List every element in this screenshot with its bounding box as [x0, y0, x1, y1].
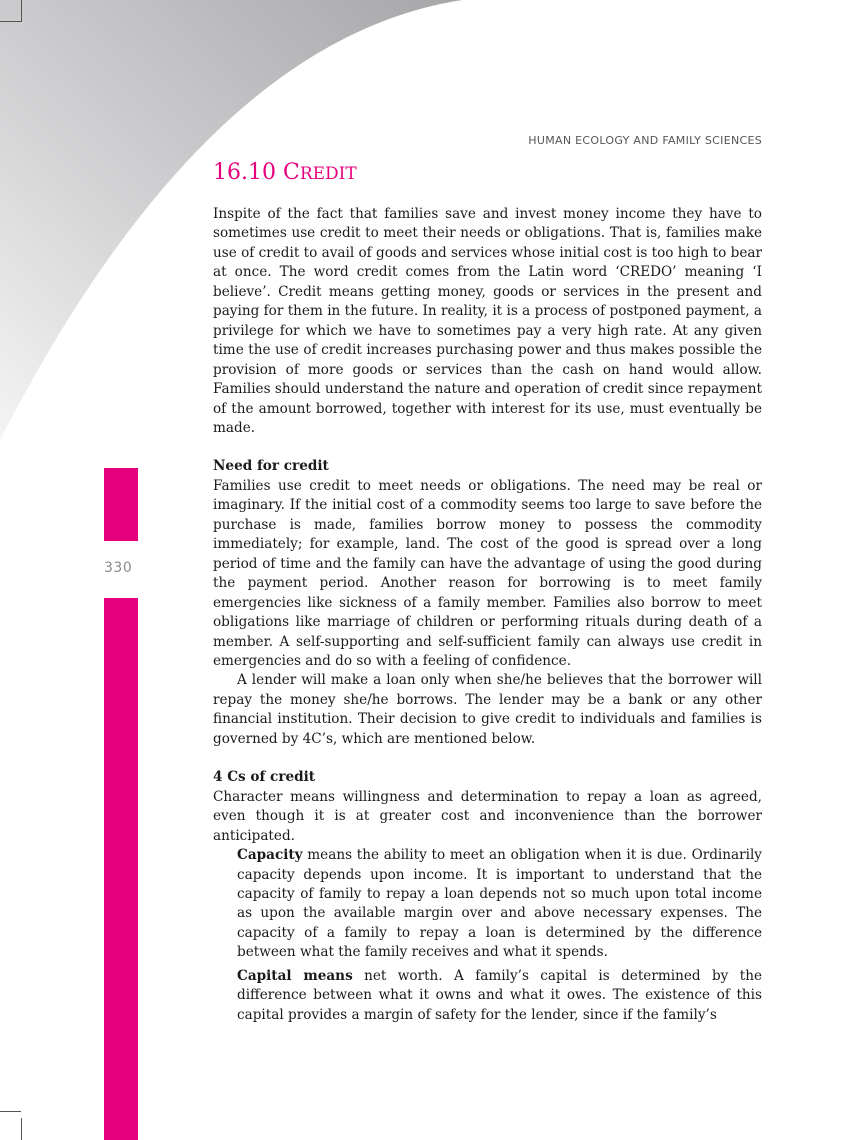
crop-mark-top-left-v	[21, 0, 22, 22]
section-title-rest: REDIT	[299, 164, 357, 184]
section-number: 16.10	[213, 160, 276, 185]
crop-mark-bottom-left-h	[0, 1111, 21, 1112]
capital-term: Capital means	[237, 967, 353, 984]
side-accent-bar-upper	[104, 468, 138, 541]
capacity-paragraph	[237, 846, 762, 963]
body-text	[213, 205, 762, 1025]
crop-mark-bottom-left-v	[21, 1118, 22, 1140]
page-number: 330	[104, 560, 133, 576]
need-paragraph-2: A lender will make a loan only when she/he believes that the borrower will repay the money she/he borrows. The lender may be a bank or any other financial institution. Their decision to give credit to individuals and families is governed by 4C’s, which are mentioned below.	[213, 672, 762, 747]
crop-mark-top-left-h	[0, 21, 21, 22]
section-title-cap: C	[282, 160, 300, 185]
section-title	[213, 160, 357, 185]
capacity-text: means the ability to meet an obligation when it is due. Ordinarily capacity depends upon income. It is important to understand that the capacity of family to repay a loan depends not so much upon total income as upon the available margin over and above necessary expenses. The capacity of a family to repay a loan is determined by the difference between what the family receives and what it spends.	[237, 847, 762, 961]
capital-paragraph	[237, 967, 762, 1025]
four-cs-heading: 4 Cs of credit	[213, 769, 316, 786]
need-paragraph-1: Families use credit to meet needs or obligations. The need may be real or imaginary. If the initial cost of a commodity seems too large to save before the purchase is made, families borrow money to possess the commodity immediately; for example, land. The cost of the good is spread over a long period of time and the family can have the advantage of using the good during the payment period. Another reason for borrowing is to meet family emergencies like sickness of a family member. Families also borrow to meet obligations like marriage of children or performing rituals during death of a member. A self-supporting and self-sufficient family can always use credit in emergencies and do so with a feeling of confidence.	[213, 477, 762, 669]
running-head: HUMAN ECOLOGY AND FAMILY SCIENCES	[528, 134, 762, 147]
character-paragraph: Character means willingness and determination to repay a loan as agreed, even though it is at greater cost and inconvenience than the borrower anticipated.	[213, 788, 762, 844]
intro-paragraph: Inspite of the fact that families save and invest money income they have to sometimes use credit to meet their needs or obligations. That is, families make use of credit to avail of goods and services whose initial cost is too high to bear at once. The word credit comes from the Latin word ‘CREDO’ meaning ‘I believe’. Credit means getting money, goods or services in the present and paying for them in the future. In reality, it is a process of postponed payment, a privilege for which we have to sometimes pay a very high rate. At any given time the use of credit increases purchasing power and thus makes possible the provision of more goods or services than the cash on hand would allow. Families should understand the nature and operation of credit since repayment of the amount borrowed, together with interest for its use, must eventually be made.	[213, 206, 762, 436]
capacity-term: Capacity	[237, 847, 303, 864]
capital-text: net worth. A family’s capital is determined by the difference between what it owns and what it owes. The existence of this capital provides a margin of safety for the lender, since if the family’s	[237, 967, 762, 1023]
need-for-credit-heading: Need for credit	[213, 458, 329, 475]
side-accent-bar-lower	[104, 598, 138, 1140]
